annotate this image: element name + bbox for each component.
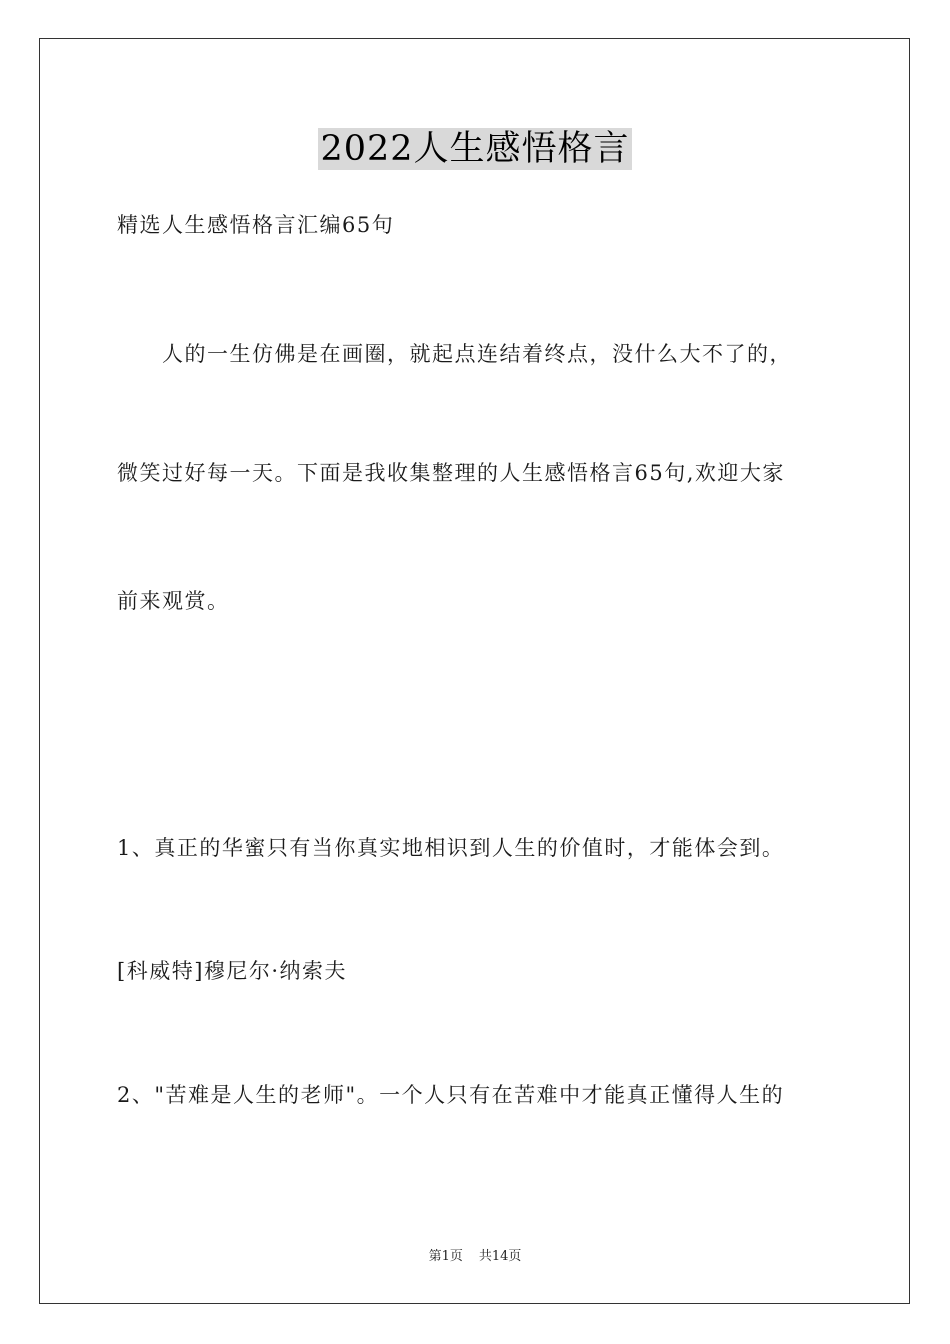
page-total: 共14页: [478, 1249, 522, 1264]
paragraph-line-3: 前来观赏。: [117, 589, 230, 613]
page-footer: [0, 1248, 950, 1266]
page-number: 第1页: [428, 1249, 463, 1264]
paragraph-line-1: 人的一生仿佛是在画圈，就起点连结着终点，没什么大不了的，: [162, 342, 792, 366]
paragraph-line-2: 微笑过好每一天。下面是我收集整理的人生感悟格言65句,欢迎大家: [117, 461, 785, 485]
quote-2: 2、"苦难是人生的老师"。一个人只有在苦难中才能真正懂得人生的: [117, 1083, 785, 1107]
document-subtitle: 精选人生感悟格言汇编65句: [117, 213, 395, 237]
document-title: 2022人生感悟格言: [320, 129, 630, 169]
quote-1-attribution: [科威特]穆尼尔·纳索夫: [117, 959, 348, 983]
quote-1: 1、真正的华蜜只有当你真实地相识到人生的价值时，才能体会到。: [117, 836, 785, 860]
title-container: [0, 128, 950, 170]
